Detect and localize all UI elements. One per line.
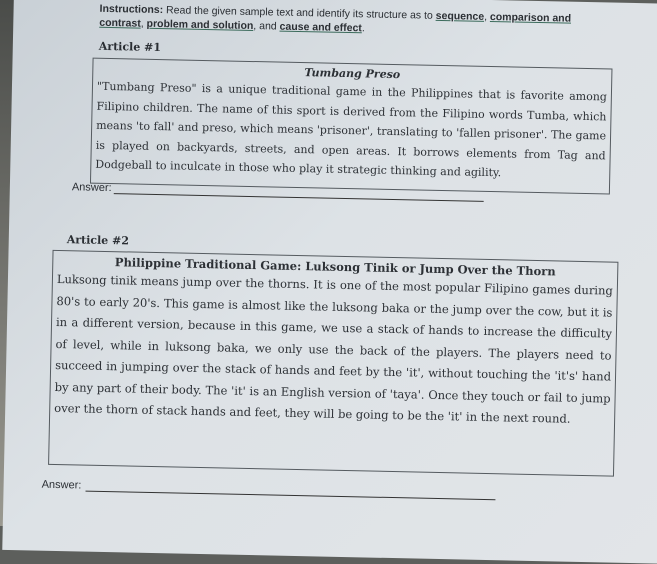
article2-answer-line[interactable] xyxy=(86,491,496,501)
structure-cause-effect: cause and effect xyxy=(279,20,363,35)
article1-box xyxy=(90,58,613,195)
structure-sequence: sequence xyxy=(435,9,485,23)
article1-body: "Tumbang Preso" is a unique traditional game in the Philippines that is favorite among Filipino children. The name of this sport is derived from the Filipino words Tumba, which means 'to fall' and preso, which means 'prisoner', translating to 'fallen prisoner'. The game is played on backyards, streets, and open areas. It borrows elements from Tag and Dodgeball to inculcate in those who play it strategic thinking and agility. xyxy=(95,79,608,180)
article2-title: Philippine Traditional Game: Luksong Tinik or Jump Over the Thorn xyxy=(114,255,556,279)
worksheet-page xyxy=(2,0,657,564)
article1-heading: Article #1 xyxy=(98,39,162,55)
article2-heading: Article #2 xyxy=(66,233,130,248)
structure-problem-solution: problem and solution xyxy=(146,17,254,33)
article1-answer-label: Answer: xyxy=(71,181,112,195)
article2-box xyxy=(48,250,618,477)
article1-answer-line[interactable] xyxy=(114,193,484,202)
article2-answer-label: Answer: xyxy=(41,478,82,492)
structure-comparison: comparison and contrast xyxy=(99,10,572,30)
instructions: Instructions: Read the given sample text and identify its structure as to sequence, comparison and contrast, problem and solution, and cause and effect. xyxy=(99,2,572,35)
article1-title: Tumbang Preso xyxy=(304,66,401,82)
instructions-and: , and xyxy=(253,20,280,33)
instructions-text: Read the given sample text and identify its structure as to xyxy=(163,4,436,22)
instructions-label: Instructions: xyxy=(99,2,164,17)
article2-body: Luksong tinik means jump over the thorns. It is one of the most popular Filipino games during 80's to early 20's. This game is almost like the luksong baka or the jump over the cow, but it is in a different version, because in this game, we use a stack of hands to increase the difficulty of level, while in luksong baka, we only use the back of the players. The players need to succeed in jumping over the stack of hands and feet by the 'it', without touching the 'it's' hand by any part of their body. The 'it' is an English version of 'taya'. Once they touch or fail to jump over the thorn of stack hands and feet, they will be going to be the 'it' in the next round. xyxy=(54,271,613,426)
